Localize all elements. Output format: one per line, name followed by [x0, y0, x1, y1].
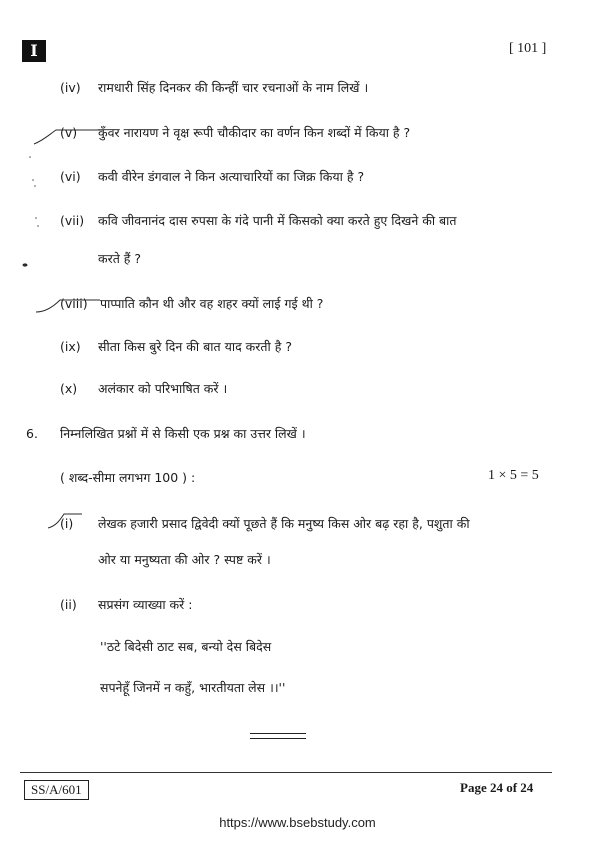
question-number: (ii)	[60, 597, 77, 612]
section-badge: I	[22, 40, 46, 62]
pen-tick-mark	[36, 300, 100, 312]
page-code: [ 101 ]	[509, 41, 547, 56]
question-text: सप्रसंग व्याख्या करें :	[98, 597, 193, 612]
series-code: SS/A/601	[24, 780, 89, 800]
source-url[interactable]: https://www.bsebstudy.com	[219, 815, 376, 830]
question-heading: निम्नलिखित प्रश्नों में से किसी एक प्रश्न का उत्तर लिखें ।	[60, 426, 306, 441]
question-text: रामधारी सिंह दिनकर की किन्हीं चार रचनाओं के नाम लिखें ।	[98, 80, 369, 95]
question-number: (v)	[60, 125, 78, 140]
pen-dot	[29, 156, 31, 158]
question-number: (ix)	[60, 339, 81, 354]
pen-dot	[23, 263, 28, 266]
question-number: (i)	[60, 516, 74, 531]
question-number: (x)	[60, 381, 78, 396]
word-limit: ( शब्द-सीमा लगभग 100 ) :	[60, 470, 196, 485]
question-number: 6.	[26, 426, 38, 441]
poem-line-1: ''ठटे बिदेसी ठाट सब, बन्यो देस बिदेस	[100, 639, 272, 654]
question-number: (vi)	[60, 169, 81, 184]
pen-tick-mark	[48, 514, 82, 528]
question-text-continued: करते हैं ?	[98, 251, 142, 266]
question-number: (vii)	[60, 213, 85, 228]
pen-tick-mark	[34, 130, 104, 144]
pen-dot	[34, 185, 36, 187]
question-text: सीता किस बुरे दिन की बात याद करती है ?	[98, 339, 292, 354]
question-text: अलंकार को परिभाषित करें ।	[98, 381, 228, 396]
question-text-continued: ओर या मनुष्यता की ओर ? स्पष्ट करें ।	[98, 552, 271, 567]
pen-dot	[37, 225, 39, 227]
poem-line-2: सपनेहूँ जिनमें न कहुँ, भारतीयता लेस ।।''	[100, 680, 286, 695]
question-text: पाप्पाति कौन थी और वह शहर क्यों लाई गई थी ?	[100, 296, 324, 311]
page-number: Page 24 of 24	[460, 780, 534, 795]
question-text: कवि जीवनानंद दास रुपसा के गंदे पानी में किसको क्या करते हुए दिखने की बात	[98, 213, 457, 228]
pen-dot	[32, 179, 34, 181]
marks-scheme: 1 × 5 = 5	[488, 468, 539, 483]
question-text: लेखक हजारी प्रसाद द्विवेदी क्यों पूछते हैं कि मनुष्य किस ओर बढ़ रहा है, पशुता की	[98, 516, 470, 531]
question-number: (viii)	[60, 296, 88, 311]
question-text: कवी वीरेन डंगवाल ने किन अत्याचारियों का जिक्र किया है ?	[98, 169, 365, 184]
pen-dot	[35, 217, 37, 219]
question-number: (iv)	[60, 80, 81, 95]
question-text: कुँवर नारायण ने वृक्ष रूपी चौकीदार का वर्णन किन शब्दों में किया है ?	[98, 125, 411, 140]
